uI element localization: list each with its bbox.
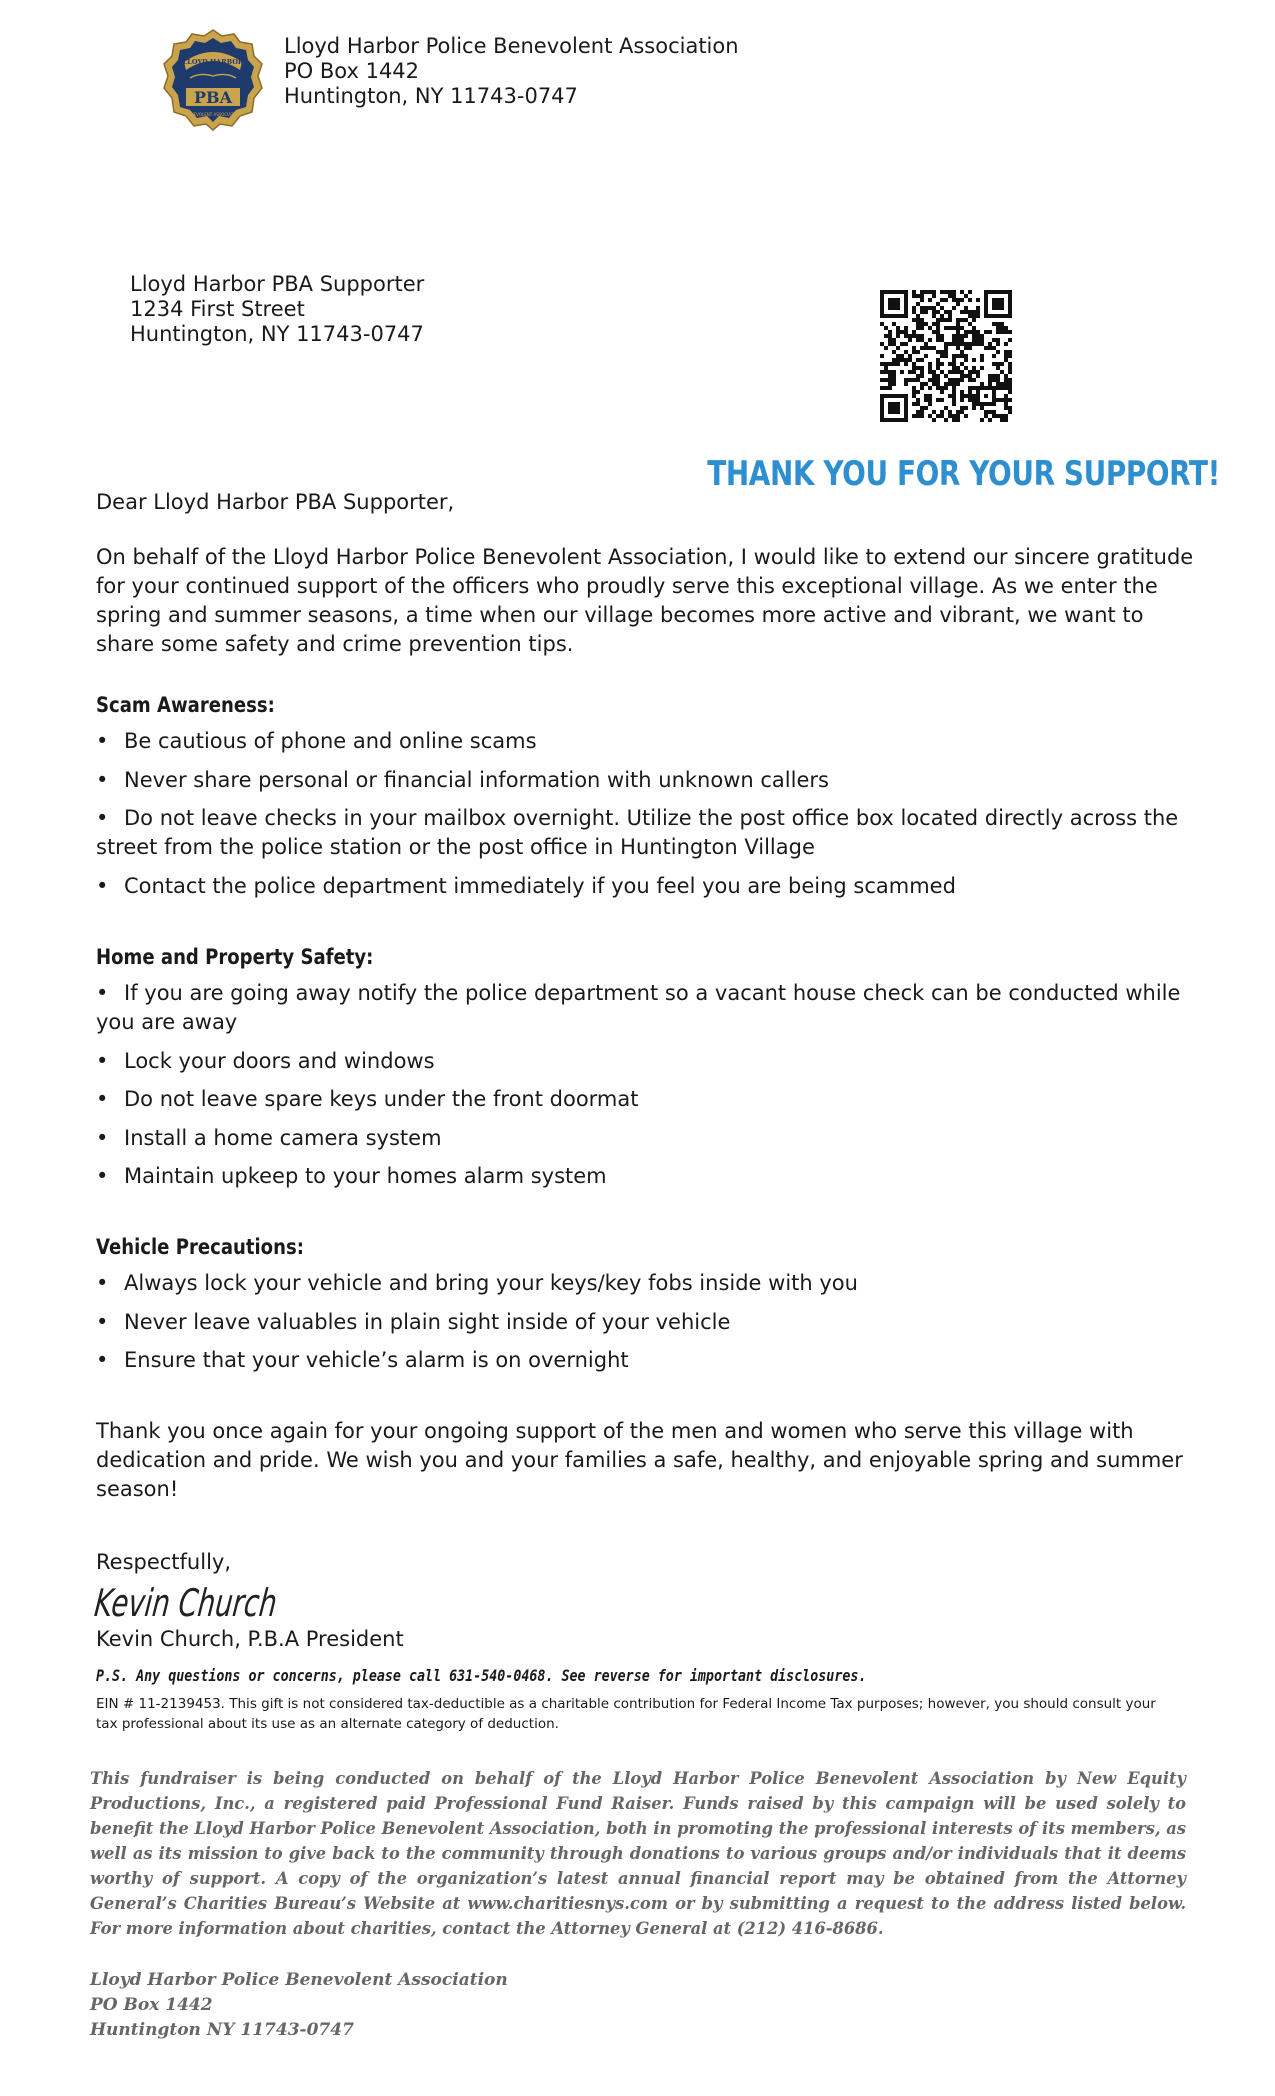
- list-item: • Always lock your vehicle and bring your keys/key fobs inside with you: [96, 1269, 1200, 1298]
- sender-name: Lloyd Harbor Police Benevolent Association: [284, 34, 739, 58]
- list-item: • Never leave valuables in plain sight inside of your vehicle: [96, 1308, 1200, 1337]
- footer-city: Huntington NY 11743-0747: [90, 2020, 354, 2040]
- bullet: •: [96, 806, 109, 830]
- bullet: •: [96, 1048, 109, 1073]
- bullet: •: [96, 1125, 109, 1150]
- recipient-address: [130, 272, 424, 347]
- bullet: •: [96, 1309, 109, 1334]
- scam-list: [96, 727, 1200, 910]
- home-list: [96, 979, 1200, 1201]
- footer-address: [90, 1968, 508, 2043]
- pba-badge-logo: [160, 28, 266, 132]
- section-heading-home: Home and Property Safety:: [96, 945, 374, 969]
- fundraiser-disclosure: This fundraiser is being conducted on behalf of the Lloyd Harbor Police Benevolent Association by New Equity Productions, Inc., a registered paid Professional Fund Raiser. Funds raised by this campaign will be used solely to benefit the Lloyd Harbor Police Benevolent Association, both in promoting the professional interests of its members, as well as its mission to give back to the community through donations to various groups and/or individuals that it deems worthy of support. A copy of the organization’s latest annual financial report may be obtained from the Attorney General’s Charities Bureau’s Website at www.charitiesnys.com or by submitting a request to the address listed below. For more information about charities, contact the Attorney General at (212) 416-8686.: [90, 1769, 1186, 1938]
- badge-bottom-text: BENEVOLENT ASSOCIATION: [185, 112, 241, 117]
- recipient-street: 1234 First Street: [130, 297, 305, 321]
- closing-paragraph: Thank you once again for your ongoing support of the men and women who serve this village with dedication and pride. We wish you and your families a safe, healthy, and enjoyable spring and summer season!: [96, 1419, 1183, 1501]
- bullet: •: [96, 981, 109, 1005]
- thank-you-banner: THANK YOU FOR YOUR SUPPORT!: [707, 454, 1220, 494]
- list-item: • Never share personal or financial information with unknown callers: [96, 766, 1200, 795]
- section-heading-vehicle: Vehicle Precautions:: [96, 1235, 304, 1259]
- signature-image: [92, 1572, 349, 1628]
- vehicle-list: [96, 1269, 1200, 1385]
- section-heading-scam: Scam Awareness:: [96, 693, 275, 717]
- bullet: •: [96, 767, 109, 792]
- bullet: •: [96, 1271, 109, 1295]
- sender-city: Huntington, NY 11743-0747: [284, 84, 578, 108]
- bullet: •: [96, 1348, 109, 1372]
- recipient-name: Lloyd Harbor PBA Supporter: [130, 272, 425, 296]
- sender-po-box: PO Box 1442: [284, 59, 420, 83]
- signoff: Respectfully,: [96, 1550, 232, 1574]
- sender-address: [284, 34, 739, 109]
- postscript: P.S. Any questions or concerns, please call 631-540-0468. See reverse for important disclosures.: [96, 1667, 867, 1685]
- list-item: • If you are going away notify the police department so a vacant house check can be conducted while you are away: [96, 981, 1181, 1034]
- list-item: • Install a home camera system: [96, 1124, 1200, 1153]
- salutation: Dear Lloyd Harbor PBA Supporter,: [96, 490, 455, 514]
- bullet: •: [96, 1087, 109, 1111]
- recipient-city: Huntington, NY 11743-0747: [130, 322, 424, 346]
- ein-note: EIN # 11-2139453. This gift is not considered tax-deductible as a charitable contribution for Federal Income Tax purposes; however, you should consult your tax professional about its use as an alternate category of deduction.: [96, 1696, 1156, 1732]
- footer-po-box: PO Box 1442: [90, 1995, 213, 2015]
- qr-code[interactable]: [880, 290, 1012, 422]
- signature-text: Kevin Church: [92, 1581, 349, 1625]
- bullet: •: [96, 1164, 109, 1188]
- bullet: •: [96, 729, 109, 753]
- list-item: • Maintain upkeep to your homes alarm system: [96, 1162, 1200, 1191]
- bullet: •: [96, 873, 109, 898]
- list-item: • Lock your doors and windows: [96, 1047, 1200, 1076]
- signer-name: Kevin Church, P.B.A President: [96, 1627, 404, 1651]
- list-item: • Do not leave spare keys under the front doormat: [96, 1085, 1200, 1114]
- list-item: • Do not leave checks in your mailbox overnight. Utilize the post office box located directly across the street from the police station or the post office in Huntington Village: [96, 806, 1179, 859]
- badge-top-text: LLOYD HARBOR: [182, 58, 244, 66]
- footer-org-name: Lloyd Harbor Police Benevolent Association: [90, 1970, 508, 1990]
- badge-main-text: PBA: [194, 88, 232, 107]
- list-item: • Be cautious of phone and online scams: [96, 727, 1200, 756]
- intro-paragraph: On behalf of the Lloyd Harbor Police Benevolent Association, I would like to extend our sincere gratitude for your continued support of the officers who proudly serve this exceptional village. As we enter the spring and summer seasons, a time when our village becomes more active and vibrant, we want to share some safety and crime prevention tips.: [96, 545, 1194, 656]
- list-item: • Contact the police department immediately if you feel you are being scammed: [96, 872, 1200, 901]
- list-item: • Ensure that your vehicle’s alarm is on overnight: [96, 1346, 1200, 1375]
